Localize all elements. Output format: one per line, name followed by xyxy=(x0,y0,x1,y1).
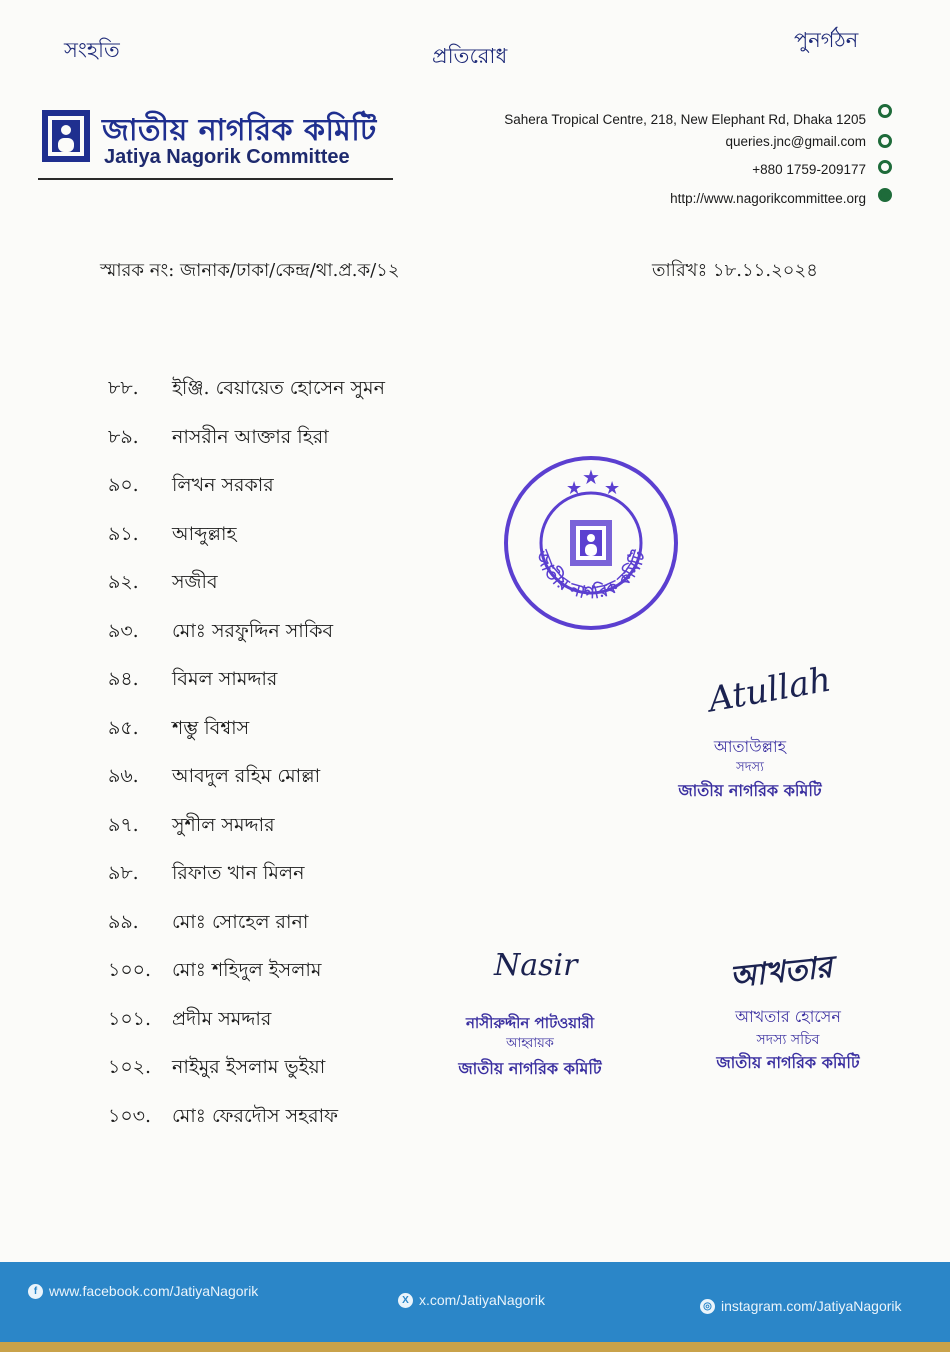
member-number: ১০২. xyxy=(108,1056,152,1078)
member-number: ১০১. xyxy=(108,1008,152,1030)
member-number: ১০০. xyxy=(108,959,152,981)
member-name: লিখন সরকার xyxy=(172,474,274,496)
contact-phone: +880 1759-209177 xyxy=(752,162,866,177)
phone-icon xyxy=(878,160,892,174)
member-name: বিমল সামদ্দার xyxy=(172,668,278,690)
member-name: সুশীল সমদ্দার xyxy=(172,814,275,836)
x-icon: X xyxy=(398,1293,413,1308)
member-number: ৮৯. xyxy=(108,426,139,448)
member-name: শম্ভু বিশ্বাস xyxy=(172,717,250,739)
member-number: ৯৮. xyxy=(108,862,139,884)
member-number: ৯২. xyxy=(108,571,139,593)
svg-text:★: ★ xyxy=(582,465,600,489)
member-number: ৯১. xyxy=(108,523,139,545)
member-name: মোঃ ফেরদৌস সহরাফ xyxy=(172,1105,339,1127)
member-name: সজীব xyxy=(172,571,218,593)
logo-title-en: Jatiya Nagorik Committee xyxy=(104,146,350,168)
signature-convener-title: আহ্বায়ক xyxy=(506,1036,554,1051)
signature-secretary: আখতার xyxy=(728,949,834,996)
signature-convener-name: নাসীরুদ্দীন পাটওয়ারী xyxy=(465,1014,595,1032)
memo-reference: স্মারক নং: জানাক/ঢাকা/কেন্দ্র/থা.প্র.ক/১২ xyxy=(100,260,400,281)
member-number: ৯৩. xyxy=(108,620,139,642)
member-name: নাসরীন আক্তার হিরা xyxy=(172,426,329,448)
svg-text:★: ★ xyxy=(604,478,621,499)
signature-member-org: জাতীয় নাগরিক কমিটি xyxy=(678,781,822,800)
member-number: ৯৬. xyxy=(108,765,139,787)
member-number: ৯৪. xyxy=(108,668,139,690)
footer-facebook-label: www.facebook.com/JatiyaNagorik xyxy=(49,1283,259,1299)
member-name: আবদুল রহিম মোল্লা xyxy=(172,765,321,787)
signature-convener: Nasir xyxy=(494,948,578,983)
globe-icon xyxy=(878,188,892,202)
svg-text:★: ★ xyxy=(566,478,583,499)
member-number: ৯৫. xyxy=(108,717,139,739)
member-name: প্রদীম সমদ্দার xyxy=(172,1008,272,1030)
contact-address: Sahera Tropical Centre, 218, New Elephant Rd, Dhaka 1205 xyxy=(504,112,866,127)
footer-facebook[interactable] xyxy=(28,1283,258,1299)
facebook-icon: f xyxy=(28,1284,43,1299)
svg-text:জাতীয় নাগরিক কমিটি: জাতীয় নাগরিক কমিটি xyxy=(531,547,651,604)
contact-website: http://www.nagorikcommittee.org xyxy=(670,191,866,206)
member-number: ৯৯. xyxy=(108,911,139,933)
member-number: ৯৭. xyxy=(108,814,139,836)
motto-left: সংহতি xyxy=(64,38,120,62)
footer-x[interactable] xyxy=(398,1292,545,1308)
signature-secretary-org: জাতীয় নাগরিক কমিটি xyxy=(716,1053,860,1072)
logo-title-bn: জাতীয় নাগরিক কমিটি xyxy=(102,113,377,148)
instagram-icon: ◎ xyxy=(700,1299,715,1314)
signature-member-title: সদস্য xyxy=(736,760,764,775)
motto-center: প্রতিরোধ xyxy=(432,44,508,68)
member-name: রিফাত খান মিলন xyxy=(172,862,305,884)
bottom-edge-strip xyxy=(0,1342,950,1352)
member-name: নাইমুর ইসলাম ভুইয়া xyxy=(172,1056,326,1078)
member-name: মোঃ শহিদুল ইসলাম xyxy=(172,959,322,981)
mail-icon xyxy=(878,134,892,148)
memo-date: তারিখঃ ১৮.১১.২০২৪ xyxy=(652,260,818,281)
logo-icon xyxy=(42,110,90,162)
location-icon xyxy=(878,104,892,118)
signature-member-name: আতাউল্লাহ xyxy=(713,737,787,756)
member-name: ইঞ্জি. বেয়ায়েত হোসেন সুমন xyxy=(172,377,385,399)
signature-convener-org: জাতীয় নাগরিক কমিটি xyxy=(458,1059,602,1078)
logo-divider xyxy=(38,178,393,180)
member-number: ১০৩. xyxy=(108,1105,152,1127)
member-name: আব্দুল্লাহ xyxy=(172,523,237,545)
motto-right: পুনর্গঠন xyxy=(794,28,859,52)
footer-instagram-label: instagram.com/JatiyaNagorik xyxy=(721,1298,902,1314)
member-name: মোঃ সোহেল রানা xyxy=(172,911,309,933)
member-number: ৮৮. xyxy=(108,377,139,399)
contact-email: queries.jnc@gmail.com xyxy=(725,134,866,149)
official-stamp xyxy=(502,454,680,632)
footer-instagram[interactable] xyxy=(700,1298,902,1314)
signature-secretary-name: আখতার হোসেন xyxy=(735,1007,841,1026)
member-name: মোঃ সরফুদ্দিন সাকিব xyxy=(172,620,334,642)
footer-x-label: x.com/JatiyaNagorik xyxy=(419,1292,546,1308)
member-number: ৯০. xyxy=(108,474,139,496)
signature-secretary-title: সদস্য সচিব xyxy=(756,1032,820,1048)
signature-member: Atullah xyxy=(705,659,834,721)
